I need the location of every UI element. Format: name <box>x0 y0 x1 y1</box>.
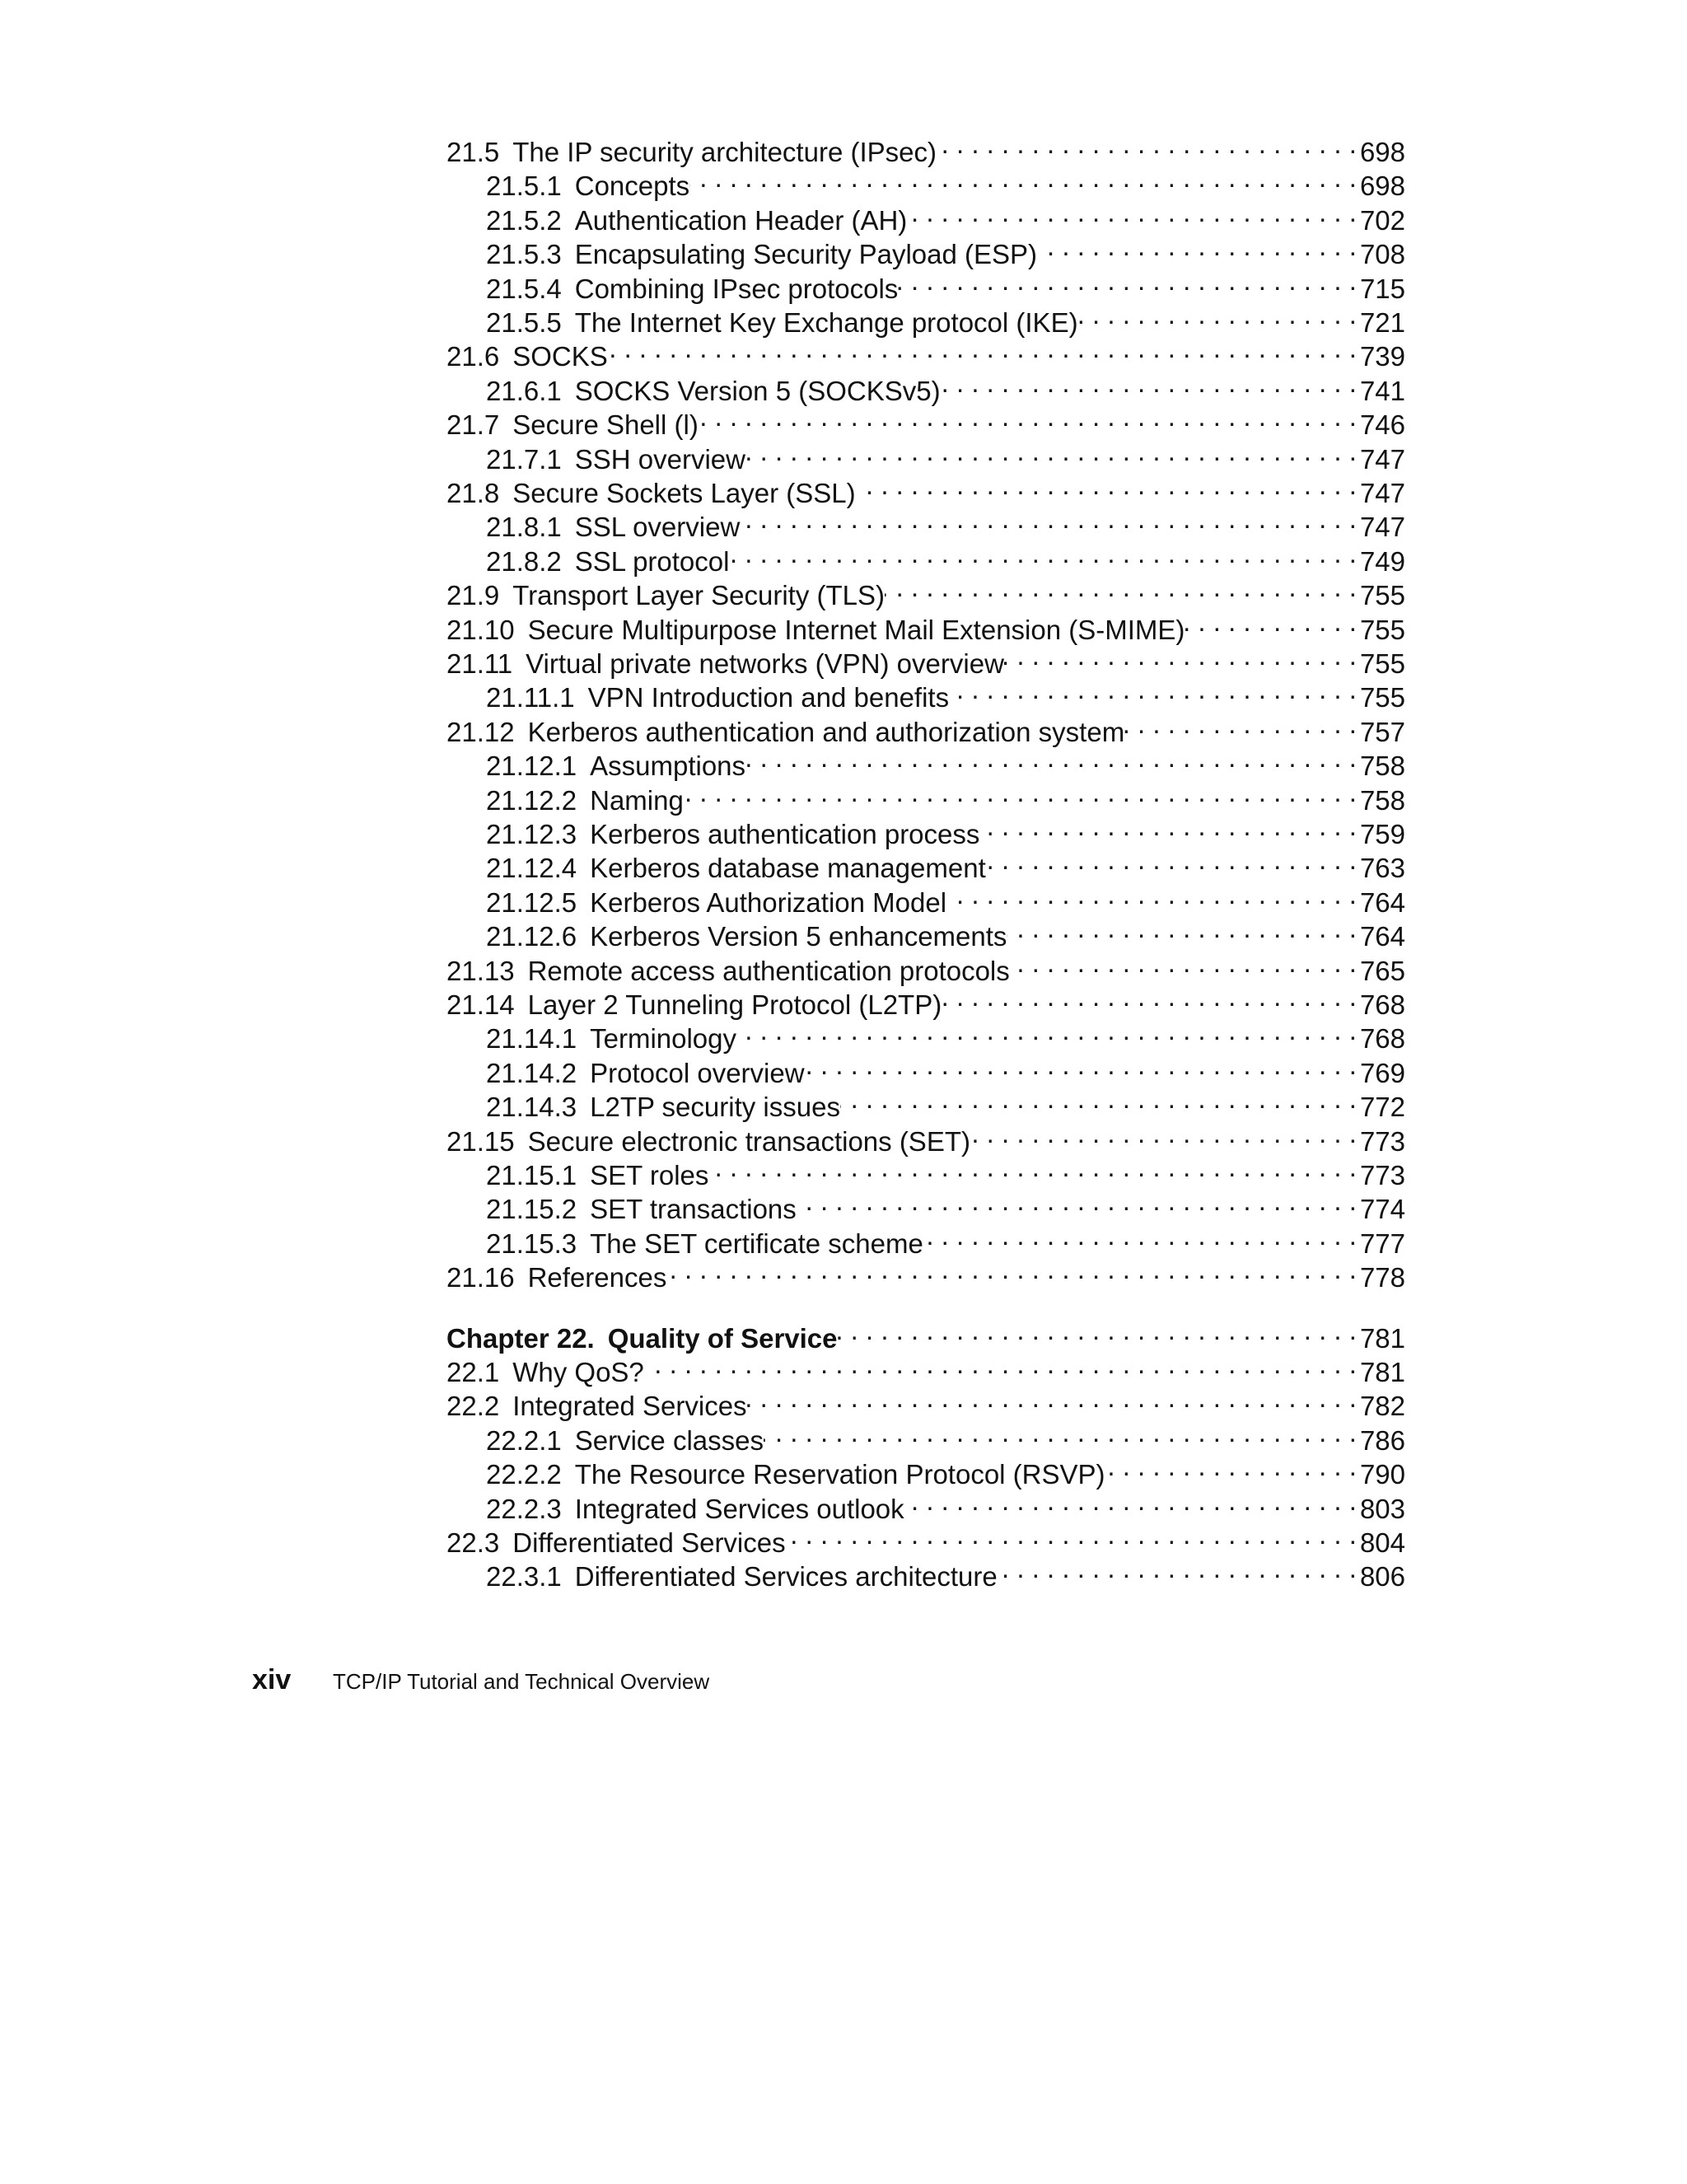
toc-entry-title: L2TP security issues <box>590 1092 840 1122</box>
toc-entry-number: 21.8.2 <box>486 546 562 577</box>
toc-entry-number: 21.15.3 <box>486 1228 577 1259</box>
toc-entry-page: 781 <box>1359 1323 1405 1354</box>
toc-entry[interactable] <box>446 1347 1405 1387</box>
toc-entry[interactable] <box>486 195 1405 236</box>
toc-entry-number: 21.5.2 <box>486 205 562 236</box>
toc-entry[interactable] <box>446 1252 1405 1293</box>
toc-entry-number: 21.6.1 <box>486 376 562 406</box>
toc-entry-title: Kerberos database management <box>590 853 986 883</box>
page-number: xiv <box>252 1664 292 1695</box>
toc-entry-title: Integrated Services outlook <box>574 1494 904 1524</box>
toc-entry-page: 749 <box>1359 546 1405 577</box>
toc-entry[interactable] <box>486 1048 1405 1088</box>
dot-leader <box>1037 229 1357 264</box>
book-title: TCP/IP Tutorial and Technical Overview <box>333 1669 710 1694</box>
dot-leader <box>941 366 1357 400</box>
toc-entry-title: The Resource Reservation Protocol (RSVP) <box>574 1459 1105 1490</box>
toc-entry-number: 22.2 <box>446 1391 500 1421</box>
toc-entry-title: The Internet Key Exchange protocol (IKE) <box>574 307 1078 338</box>
toc-entry-title: Integrated Services <box>512 1391 747 1421</box>
toc-entry-title: Quality of Service <box>607 1323 838 1354</box>
toc-entry-title: SOCKS Version 5 (SOCKSv5) <box>574 376 941 406</box>
toc-entry-number: 21.14.2 <box>486 1058 577 1088</box>
dot-leader <box>1185 605 1357 639</box>
toc-entry-page: 721 <box>1359 307 1405 338</box>
toc-entry[interactable] <box>486 297 1405 338</box>
toc-entry-number: 21.6 <box>446 341 500 372</box>
toc-entry-number: 22.3.1 <box>486 1561 562 1592</box>
toc-entry[interactable] <box>486 1484 1405 1524</box>
dot-leader <box>1105 1449 1357 1484</box>
dot-leader <box>1078 297 1357 332</box>
dot-leader <box>708 1150 1357 1185</box>
toc-entry-page: 803 <box>1359 1494 1405 1524</box>
toc-entry-title: Assumptions <box>590 751 746 781</box>
dot-leader <box>747 1381 1357 1415</box>
dot-leader <box>904 1484 1357 1518</box>
toc-entry-page: 758 <box>1359 751 1405 781</box>
toc-entry[interactable] <box>486 1218 1405 1259</box>
toc-entry-number: 22.2.1 <box>486 1425 562 1456</box>
toc-entry[interactable] <box>446 1381 1405 1421</box>
toc-entry-page: 764 <box>1359 887 1405 918</box>
dot-leader <box>838 1313 1357 1348</box>
toc-entry-title: Protocol overview <box>590 1058 805 1088</box>
toc-entry[interactable] <box>486 434 1405 475</box>
toc-entry-page: 763 <box>1359 853 1405 883</box>
toc-entry[interactable] <box>446 1116 1405 1157</box>
toc-entry-title: Service classes <box>574 1425 764 1456</box>
toc-entry-title: Authentication Header (AH) <box>574 205 908 236</box>
toc-entry-number: 21.8 <box>446 478 500 508</box>
toc-entry[interactable] <box>486 1551 1405 1592</box>
toc-entry-page: 777 <box>1359 1228 1405 1259</box>
toc-entry[interactable] <box>446 605 1405 645</box>
dot-leader <box>745 434 1357 469</box>
toc-entry[interactable] <box>446 331 1405 372</box>
toc-entry-title: References <box>527 1262 667 1293</box>
toc-entry-number: 21.8.1 <box>486 512 562 542</box>
dot-leader <box>764 1415 1357 1450</box>
toc-entry-page: 747 <box>1359 444 1405 475</box>
dot-leader <box>736 1013 1357 1048</box>
toc-entry-number: 21.12.3 <box>486 819 577 849</box>
toc-entry[interactable] <box>486 843 1405 883</box>
toc-entry-title: Secure electronic transactions (SET) <box>527 1126 970 1157</box>
toc-entry-page: 778 <box>1359 1262 1405 1293</box>
dot-leader <box>684 775 1357 810</box>
toc-entry[interactable] <box>446 468 1405 508</box>
toc-entry-number: 21.5.1 <box>486 171 562 201</box>
toc-entry[interactable] <box>486 161 1405 201</box>
toc-entry-page: 806 <box>1359 1561 1405 1592</box>
toc-entry-page: 768 <box>1359 989 1405 1020</box>
dot-leader <box>907 195 1357 230</box>
toc-entry-page: 804 <box>1359 1527 1405 1558</box>
toc-entry-title: Kerberos authentication process <box>590 819 980 849</box>
toc-entry-title: SSL overview <box>574 512 741 542</box>
toc-entry-page: 708 <box>1359 239 1405 269</box>
toc-entry-title: Transport Layer Security (TLS) <box>512 580 885 610</box>
page-footer <box>252 1664 709 1697</box>
toc-entry[interactable] <box>486 1449 1405 1490</box>
toc-entry-number: 21.10 <box>446 615 515 645</box>
toc-entry-title: SSL protocol <box>574 546 730 577</box>
toc-entry-number: 21.15.2 <box>486 1194 577 1224</box>
dot-leader <box>979 809 1357 844</box>
toc-entry[interactable] <box>486 502 1405 542</box>
dot-leader <box>608 331 1357 366</box>
toc-entry-page: 739 <box>1359 341 1405 372</box>
dot-leader <box>805 1048 1357 1083</box>
toc-entry[interactable] <box>486 911 1405 952</box>
toc-entry[interactable] <box>486 366 1405 406</box>
toc-chapter-entry[interactable] <box>446 1313 1405 1354</box>
toc-entry-title: SSH overview <box>574 444 745 475</box>
toc-entry-number: 21.12.2 <box>486 785 577 816</box>
toc-entry-number: 21.14 <box>446 989 515 1020</box>
toc-entry-title: Differentiated Services <box>512 1527 786 1558</box>
dot-leader <box>986 843 1357 877</box>
toc-entry-page: 755 <box>1359 682 1405 713</box>
toc-entry-page: 782 <box>1359 1391 1405 1421</box>
dot-leader <box>998 1551 1357 1586</box>
toc-entry-number: 21.13 <box>446 956 515 986</box>
toc-entry-page: 747 <box>1359 512 1405 542</box>
dot-leader <box>745 741 1357 775</box>
toc-entry-number: 21.5.3 <box>486 239 562 269</box>
toc-entry[interactable] <box>446 638 1405 679</box>
toc-entry-number: 21.12.6 <box>486 921 577 952</box>
dot-leader <box>786 1518 1357 1552</box>
toc-entry[interactable] <box>486 741 1405 781</box>
toc-entry-number: 21.11 <box>446 648 513 679</box>
toc-entry-title: Secure Sockets Layer (SSL) <box>512 478 856 508</box>
toc-entry-page: 755 <box>1359 648 1405 679</box>
toc-entry[interactable] <box>486 877 1405 918</box>
toc-entry-page: 758 <box>1359 785 1405 816</box>
toc-entry[interactable] <box>486 1184 1405 1224</box>
toc-entry-page: 769 <box>1359 1058 1405 1088</box>
dot-leader <box>942 980 1357 1014</box>
toc-entry-page: 773 <box>1359 1160 1405 1190</box>
toc-entry-number: 22.2.3 <box>486 1494 562 1524</box>
toc-entry-number: 21.5 <box>446 137 500 167</box>
dot-leader <box>840 1082 1357 1116</box>
toc-entry-number: 21.15 <box>446 1126 515 1157</box>
toc-entry-number: 21.12.4 <box>486 853 577 883</box>
toc-entry-page: 774 <box>1359 1194 1405 1224</box>
toc-entry-title: Kerberos Authorization Model <box>590 887 947 918</box>
toc-entry[interactable] <box>486 1082 1405 1122</box>
toc-entry-title: Differentiated Services architecture <box>574 1561 998 1592</box>
toc-entry-number: 21.12.1 <box>486 751 577 781</box>
toc-entry-title: Concepts <box>574 171 690 201</box>
toc-entry-title: The IP security architecture (IPsec) <box>512 137 937 167</box>
toc-entry[interactable] <box>486 536 1405 577</box>
dot-leader <box>946 877 1357 912</box>
toc-entry-title: SET roles <box>590 1160 709 1190</box>
toc-entry-title: SET transactions <box>590 1194 797 1224</box>
toc-entry-page: 741 <box>1359 376 1405 406</box>
toc-entry-page: 772 <box>1359 1092 1405 1122</box>
toc-entry-number: 21.12 <box>446 717 515 747</box>
toc-entry[interactable] <box>446 980 1405 1020</box>
toc-entry-page: 715 <box>1359 274 1405 304</box>
dot-leader <box>644 1347 1357 1382</box>
toc-entry-title: Combining IPsec protocols <box>574 274 899 304</box>
dot-leader <box>970 1116 1357 1151</box>
toc-entry[interactable] <box>486 1013 1405 1054</box>
toc-entry-title: Virtual private networks (VPN) overview <box>526 648 1004 679</box>
toc-entry-page: 702 <box>1359 205 1405 236</box>
toc-entry-number: 21.7 <box>446 409 500 440</box>
dot-leader <box>856 468 1357 503</box>
toc-entry[interactable] <box>446 1518 1405 1558</box>
dot-leader <box>699 400 1357 434</box>
dot-leader <box>949 672 1357 707</box>
toc-entry-page: 698 <box>1359 171 1405 201</box>
toc-entry-page: 764 <box>1359 921 1405 952</box>
toc-entry-page: 746 <box>1359 409 1405 440</box>
toc-entry[interactable] <box>446 707 1405 747</box>
toc-entry-page: 698 <box>1359 137 1405 167</box>
toc-entry-number: 22.3 <box>446 1527 500 1558</box>
toc-entry-number: 21.7.1 <box>486 444 562 475</box>
toc-entry[interactable] <box>486 1150 1405 1190</box>
toc-entry-page: 755 <box>1359 580 1405 610</box>
toc-entry-page: 755 <box>1359 615 1405 645</box>
toc-entry-title: Layer 2 Tunneling Protocol (L2TP) <box>527 989 942 1020</box>
dot-leader <box>885 570 1357 605</box>
toc-entry-page: 759 <box>1359 819 1405 849</box>
toc-entry[interactable] <box>486 229 1405 269</box>
dot-leader <box>1007 911 1357 946</box>
toc-entry-title: The SET certificate scheme <box>590 1228 923 1259</box>
toc-entry-page: 757 <box>1359 717 1405 747</box>
toc-entry[interactable] <box>486 672 1405 713</box>
dot-leader <box>1004 638 1357 673</box>
toc-entry-page: 747 <box>1359 478 1405 508</box>
dot-leader <box>729 536 1356 571</box>
toc-entry-number: 22.1 <box>446 1357 500 1387</box>
toc-entry-title: Terminology <box>590 1023 737 1054</box>
toc-entry-number: Chapter 22. <box>446 1323 595 1354</box>
toc-entry-number: 21.11.1 <box>486 682 575 713</box>
toc-entry-number: 21.12.5 <box>486 887 577 918</box>
toc-entry-number: 22.2.2 <box>486 1459 562 1490</box>
toc-entry-page: 786 <box>1359 1425 1405 1456</box>
toc-entry[interactable] <box>446 570 1405 610</box>
toc-entry-number: 21.5.4 <box>486 274 562 304</box>
toc-entry-title: Kerberos Version 5 enhancements <box>590 921 1007 952</box>
toc-entry-page: 790 <box>1359 1459 1405 1490</box>
dot-leader <box>1010 946 1357 980</box>
toc-entry-number: 21.14.1 <box>486 1023 577 1054</box>
dot-leader <box>740 502 1357 536</box>
toc-entry[interactable] <box>486 775 1405 816</box>
toc-entry-title: Naming <box>590 785 684 816</box>
toc-entry-number: 21.14.3 <box>486 1092 577 1122</box>
toc-entry-page: 768 <box>1359 1023 1405 1054</box>
dot-leader <box>689 161 1357 195</box>
toc-entry-title: Secure Shell (l) <box>512 409 699 440</box>
toc-entry-title: VPN Introduction and benefits <box>587 682 950 713</box>
toc-entry-title: Why QoS? <box>512 1357 644 1387</box>
toc-entry-number: 21.15.1 <box>486 1160 577 1190</box>
toc-entry-number: 21.16 <box>446 1262 515 1293</box>
dot-leader <box>937 127 1357 161</box>
toc-entry[interactable] <box>446 127 1405 167</box>
toc-entry-number: 21.9 <box>446 580 500 610</box>
toc-entry[interactable] <box>446 400 1405 440</box>
toc-entry-title: Kerberos authentication and authorization system <box>527 717 1125 747</box>
dot-leader <box>923 1218 1357 1253</box>
toc-entry-title: Secure Multipurpose Internet Mail Extension (S-MIME) <box>527 615 1185 645</box>
toc-entry-title: Encapsulating Security Payload (ESP) <box>574 239 1038 269</box>
dot-leader <box>797 1184 1357 1218</box>
dot-leader <box>666 1252 1357 1287</box>
toc-entry-title: Remote access authentication protocols <box>527 956 1010 986</box>
toc-entry[interactable] <box>486 264 1405 304</box>
dot-leader <box>898 264 1357 298</box>
toc-entry[interactable] <box>486 809 1405 849</box>
dot-leader <box>1124 707 1357 741</box>
toc-entry-page: 765 <box>1359 956 1405 986</box>
toc-entry-number: 21.5.5 <box>486 307 562 338</box>
toc-entry[interactable] <box>486 1415 1405 1456</box>
toc-entry-page: 773 <box>1359 1126 1405 1157</box>
toc-entry-page: 781 <box>1359 1357 1405 1387</box>
toc-entry-title: SOCKS <box>512 341 608 372</box>
toc-entry[interactable] <box>446 946 1405 986</box>
